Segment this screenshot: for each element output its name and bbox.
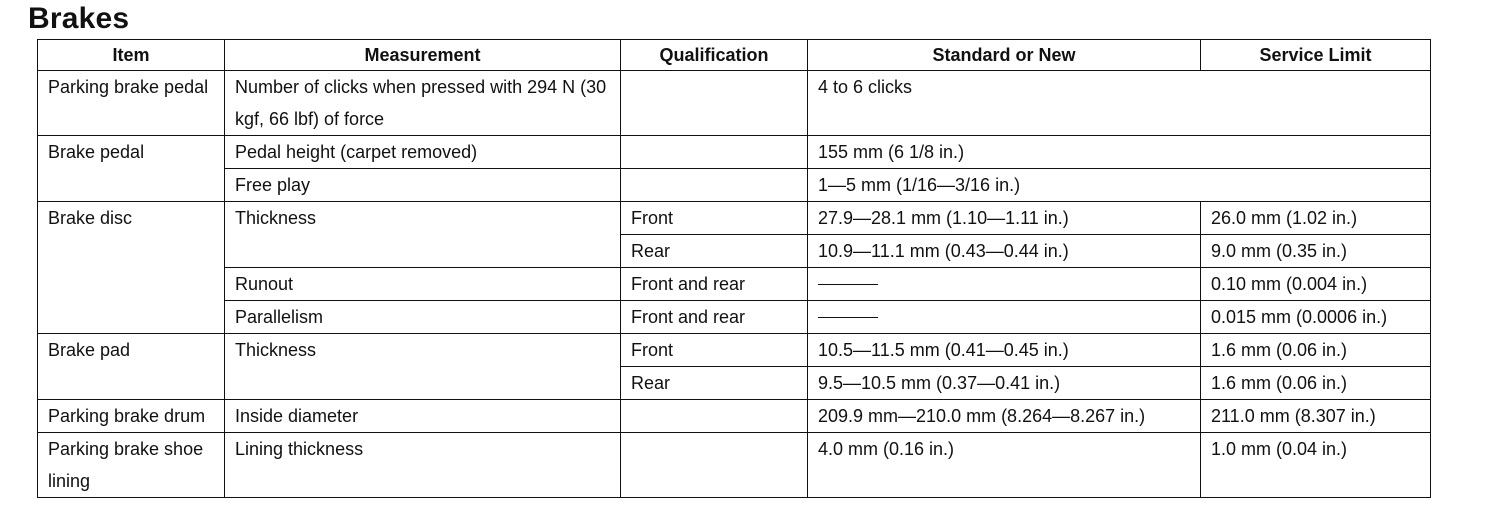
brakes-spec-table [37, 39, 1431, 498]
cell-qualification: Front and rear [621, 268, 808, 301]
cell-measurement: Number of clicks when pressed with 294 N (30 kgf, 66 lbf) of force [225, 71, 621, 136]
cell-item: Brake pedal [38, 136, 225, 169]
cell-item [38, 268, 225, 301]
cell-measurement: Lining thickness [225, 433, 621, 498]
cell-standard: 4.0 mm (0.16 in.) [808, 433, 1201, 498]
table-header-row [38, 40, 1431, 71]
cell-service-limit: 211.0 mm (8.307 in.) [1201, 400, 1431, 433]
cell-measurement: Thickness [225, 334, 621, 367]
table-row [38, 235, 1431, 268]
table-row [38, 202, 1431, 235]
cell-qualification: Front [621, 334, 808, 367]
page-title: Brakes [28, 2, 130, 35]
cell-item: Parking brake pedal [38, 71, 225, 136]
header-standard: Standard or New [808, 40, 1201, 71]
not-applicable-dash [818, 317, 878, 318]
table-row [38, 367, 1431, 400]
cell-item: Parking brake drum [38, 400, 225, 433]
cell-qualification: Front [621, 202, 808, 235]
cell-service-limit: 1.6 mm (0.06 in.) [1201, 367, 1431, 400]
cell-standard: 1—5 mm (1/16—3/16 in.) [808, 169, 1431, 202]
cell-item [38, 235, 225, 268]
cell-item [38, 301, 225, 334]
table-row [38, 334, 1431, 367]
cell-service-limit: 1.6 mm (0.06 in.) [1201, 334, 1431, 367]
cell-standard: 4 to 6 clicks [808, 71, 1431, 136]
cell-qualification [621, 169, 808, 202]
table-row [38, 169, 1431, 202]
cell-measurement: Thickness [225, 202, 621, 235]
cell-item [38, 367, 225, 400]
not-applicable-dash [818, 284, 878, 285]
cell-service-limit: 26.0 mm (1.02 in.) [1201, 202, 1431, 235]
cell-standard: 27.9—28.1 mm (1.10—1.11 in.) [808, 202, 1201, 235]
table-row [38, 71, 1431, 136]
cell-measurement: Parallelism [225, 301, 621, 334]
header-measurement: Measurement [225, 40, 621, 71]
header-service-limit: Service Limit [1201, 40, 1431, 71]
table-row [38, 136, 1431, 169]
cell-standard: 10.9—11.1 mm (0.43—0.44 in.) [808, 235, 1201, 268]
table-row [38, 433, 1431, 498]
cell-item: Parking brake shoe lining [38, 433, 225, 498]
cell-qualification [621, 400, 808, 433]
cell-standard [808, 268, 1201, 301]
cell-measurement: Free play [225, 169, 621, 202]
cell-qualification: Front and rear [621, 301, 808, 334]
cell-item [38, 169, 225, 202]
cell-item: Brake pad [38, 334, 225, 367]
cell-qualification: Rear [621, 367, 808, 400]
cell-standard [808, 301, 1201, 334]
cell-measurement [225, 367, 621, 400]
cell-qualification [621, 433, 808, 498]
cell-service-limit: 1.0 mm (0.04 in.) [1201, 433, 1431, 498]
table-row [38, 400, 1431, 433]
cell-qualification [621, 136, 808, 169]
header-qualification: Qualification [621, 40, 808, 71]
table-row [38, 301, 1431, 334]
cell-standard: 155 mm (6 1/8 in.) [808, 136, 1431, 169]
cell-measurement: Runout [225, 268, 621, 301]
cell-qualification [621, 71, 808, 136]
cell-service-limit: 9.0 mm (0.35 in.) [1201, 235, 1431, 268]
cell-standard: 9.5—10.5 mm (0.37—0.41 in.) [808, 367, 1201, 400]
cell-standard: 10.5—11.5 mm (0.41—0.45 in.) [808, 334, 1201, 367]
cell-qualification: Rear [621, 235, 808, 268]
cell-measurement [225, 235, 621, 268]
cell-service-limit: 0.10 mm (0.004 in.) [1201, 268, 1431, 301]
cell-measurement: Inside diameter [225, 400, 621, 433]
cell-measurement: Pedal height (carpet removed) [225, 136, 621, 169]
table-row [38, 268, 1431, 301]
cell-item: Brake disc [38, 202, 225, 235]
cell-standard: 209.9 mm—210.0 mm (8.264—8.267 in.) [808, 400, 1201, 433]
header-item: Item [38, 40, 225, 71]
cell-service-limit: 0.015 mm (0.0006 in.) [1201, 301, 1431, 334]
